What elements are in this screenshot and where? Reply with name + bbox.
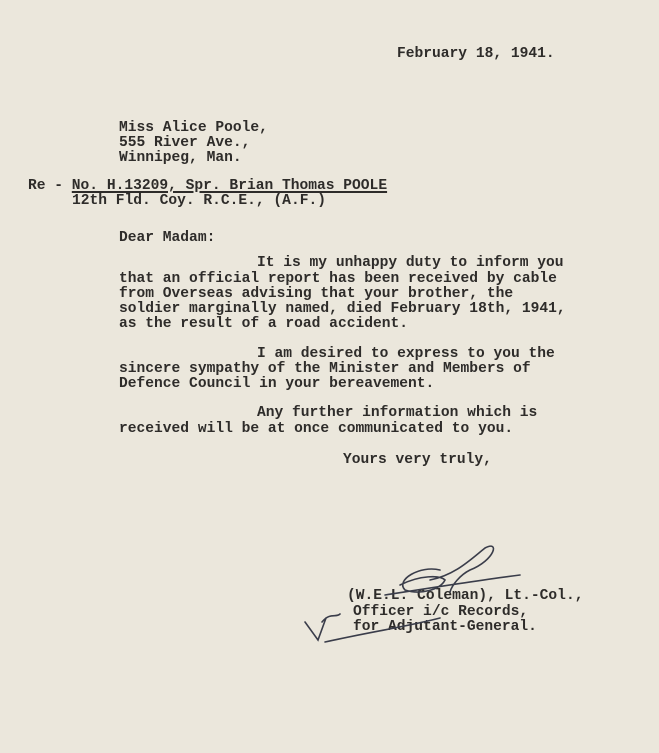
re-prefix: Re - bbox=[28, 178, 72, 194]
paragraph-1-line: as the result of a road accident. bbox=[119, 316, 409, 332]
paragraph-2-line: sincere sympathy of the Minister and Members of bbox=[119, 361, 531, 377]
signature-name: (W.E.L. Coleman), Lt.-Col., bbox=[347, 588, 584, 604]
paragraph-1-line: soldier marginally named, died February 18th, 1941, bbox=[119, 301, 566, 317]
paragraph-1-line: from Overseas advising that your brother, the bbox=[119, 286, 514, 302]
letter-date: February 18, 1941. bbox=[397, 46, 555, 62]
re-soldier: No. H.13209, Spr. Brian Thomas POOLE bbox=[71, 178, 388, 194]
signature-for: for Adjutant-General. bbox=[353, 619, 537, 635]
paragraph-2-line: I am desired to express to you the bbox=[257, 346, 555, 362]
recipient-city: Winnipeg, Man. bbox=[119, 150, 242, 166]
recipient-street: 555 River Ave., bbox=[119, 135, 251, 151]
salutation: Dear Madam: bbox=[119, 230, 216, 246]
recipient-name: Miss Alice Poole, bbox=[119, 120, 268, 136]
paragraph-1-line: It is my unhappy duty to inform you bbox=[257, 255, 564, 271]
re-unit: 12th Fld. Coy. R.C.E., (A.F.) bbox=[72, 193, 326, 209]
paragraph-2-line: Defence Council in your bereavement. bbox=[119, 376, 435, 392]
paragraph-3-line: received will be at once communicated to you. bbox=[119, 421, 514, 437]
paragraph-1-line: that an official report has been received by cable bbox=[119, 271, 557, 287]
paragraph-3-line: Any further information which is bbox=[257, 405, 538, 421]
closing: Yours very truly, bbox=[343, 452, 492, 468]
signature-title: Officer i/c Records, bbox=[353, 604, 529, 620]
